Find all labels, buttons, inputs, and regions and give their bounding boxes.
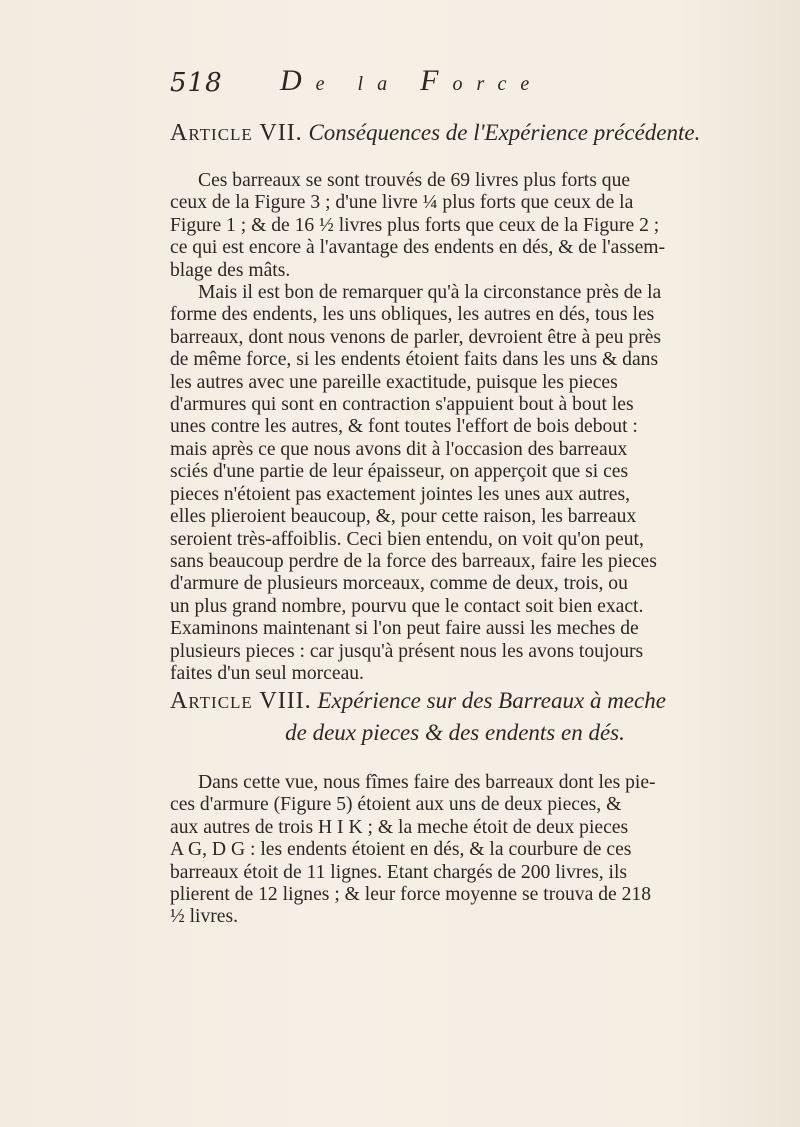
article-7-heading bbox=[170, 117, 760, 149]
page-header bbox=[170, 64, 750, 100]
text-line: elles plieroient beaucoup, &, pour cette raison, les barreaux bbox=[170, 506, 637, 528]
text-line: unes contre les autres, & font toutes l'effort de bois debout : bbox=[170, 416, 638, 438]
text-line: faites d'un seul morceau. bbox=[170, 662, 364, 684]
text-line: Ces barreaux se sont trouvés de 69 livres plus forts que bbox=[198, 170, 631, 191]
text-line: ½ livres. bbox=[170, 906, 239, 928]
running-head-e-la: e la bbox=[315, 73, 421, 95]
running-head-f: F bbox=[420, 64, 453, 97]
paragraph-3 bbox=[170, 772, 760, 929]
article-8-label: Article VIII. bbox=[170, 688, 312, 714]
text-line: d'armure de plusieurs morceaux, comme de deux, trois, ou bbox=[170, 573, 628, 595]
text-line: seroient très-affoiblis. Ceci bien entendu, on voit qu'on peut, bbox=[170, 528, 644, 550]
article-8-body bbox=[170, 772, 760, 929]
paragraph-1 bbox=[170, 170, 760, 282]
text-line: Dans cette vue, nous fîmes faire des barreaux dont les pie- bbox=[198, 772, 656, 793]
text-line: ces d'armure (Figure 5) étoient aux uns de deux pieces, & bbox=[170, 794, 622, 816]
text-line: sciés d'une partie de leur épaisseur, on apperçoit que si ces bbox=[170, 461, 629, 483]
article-8-title-line-1: Expérience sur des Barreaux à meche bbox=[317, 688, 666, 713]
article-8-heading bbox=[170, 685, 760, 748]
text-line: pieces n'étoient pas exactement jointes les unes aux autres, bbox=[170, 483, 631, 505]
text-line: barreaux étoit de 11 lignes. Etant chargés de 200 livres, ils bbox=[170, 861, 628, 883]
paragraph-2 bbox=[170, 282, 760, 685]
running-head-d: D bbox=[280, 64, 316, 97]
text-line: A G, D G : les endents étoient en dés, & la courbure de ces bbox=[170, 839, 632, 861]
running-head-orce: orce bbox=[452, 73, 544, 95]
text-line: plierent de 12 lignes ; & leur force moyenne se trouva de 218 bbox=[170, 884, 651, 906]
text-line: d'armures qui sont en contraction s'appuient bout à bout les bbox=[170, 394, 634, 416]
text-line: ceux de la Figure 3 ; d'une livre ¼ plus forts que ceux de la bbox=[170, 192, 634, 214]
article-7-body bbox=[170, 170, 760, 685]
text-line: un plus grand nombre, pourvu que le contact soit bien exact. bbox=[170, 595, 644, 617]
text-line: barreaux, dont nous venons de parler, devroient être à peu près bbox=[170, 326, 662, 348]
article-7-title: Conséquences de l'Expérience précédente. bbox=[308, 120, 701, 145]
article-7-label: Article VII. bbox=[170, 120, 303, 146]
article-8-title-line-2: de deux pieces & des endents en dés. bbox=[285, 720, 625, 745]
running-head bbox=[280, 64, 543, 98]
text-line: aux autres de trois H I K ; & la meche étoit de deux pieces bbox=[170, 816, 629, 838]
text-line: Mais il est bon de remarquer qu'à la circonstance près de la bbox=[198, 282, 662, 304]
text-line: ce qui est encore à l'avantage des endents en dés, & de l'assem- bbox=[170, 237, 666, 259]
text-line: de même force, si les endents étoient faits dans les uns & dans bbox=[170, 349, 659, 371]
text-line: blage des mâts. bbox=[170, 259, 291, 281]
text-line: les autres avec une pareille exactitude, puisque les pieces bbox=[170, 371, 618, 393]
text-line: Examinons maintenant si l'on peut faire aussi les meches de bbox=[170, 618, 639, 640]
text-line: plusieurs pieces : car jusqu'à présent nous les avons toujours bbox=[170, 640, 644, 662]
text-line: sans beaucoup perdre de la force des barreaux, faire les pieces bbox=[170, 550, 657, 572]
text-line: mais après ce que nous avons dit à l'occasion des barreaux bbox=[170, 438, 628, 460]
text-line: Figure 1 ; & de 16 ½ livres plus forts que ceux de la Figure 2 ; bbox=[170, 214, 660, 236]
text-line: forme des endents, les uns obliques, les autres en dés, tous les bbox=[170, 304, 655, 326]
page-number: 518 bbox=[170, 68, 223, 98]
